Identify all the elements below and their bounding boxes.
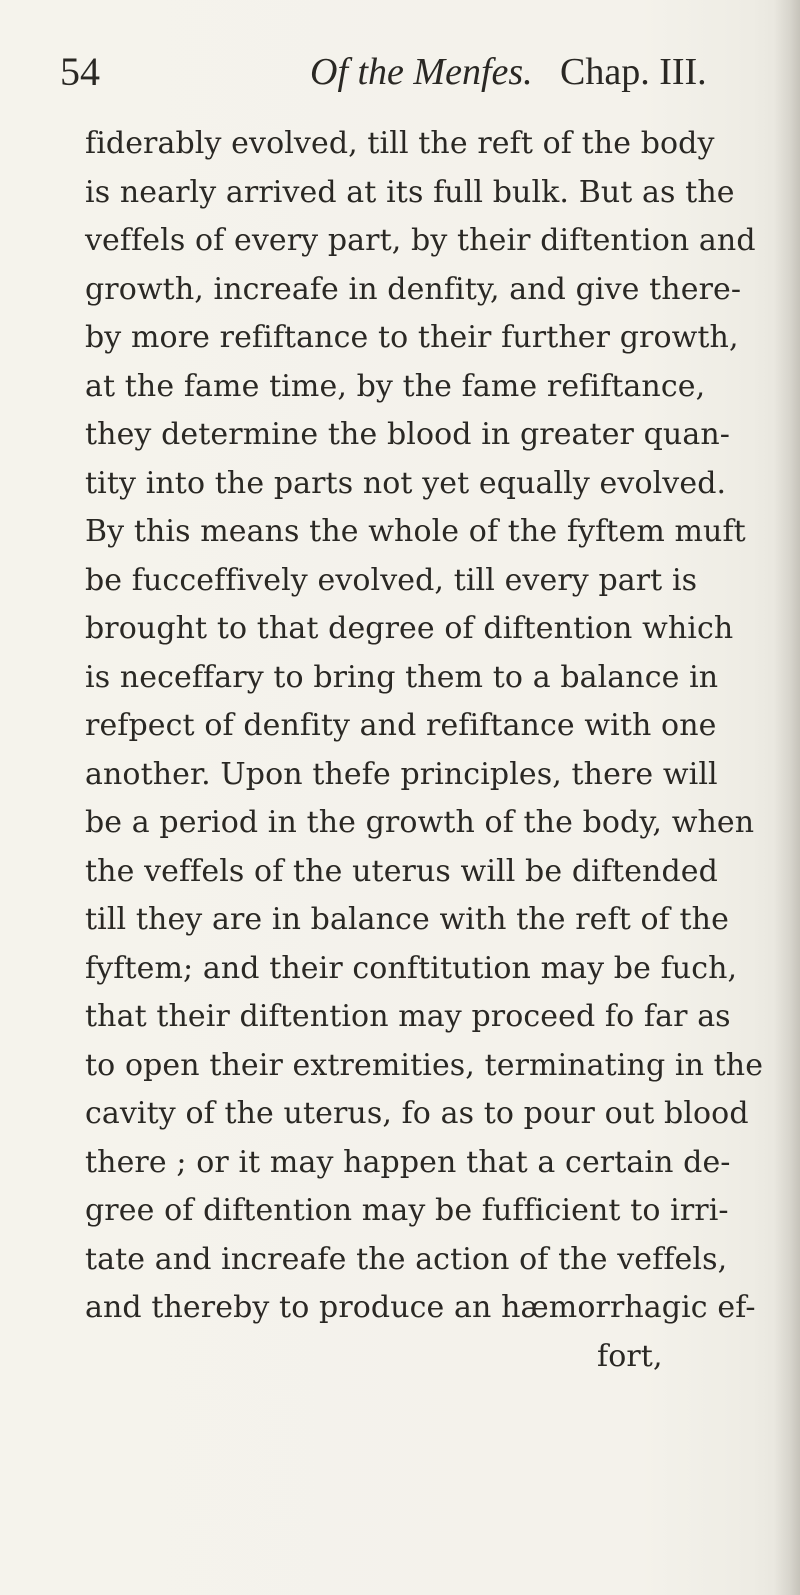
text-line: the veffels of the uterus will be diftended — [85, 853, 718, 889]
text-line: cavity of the uterus, fo as to pour out blood — [85, 1096, 749, 1131]
running-head — [60, 44, 780, 94]
page-edge-shadow — [774, 0, 800, 1595]
body-text — [85, 120, 775, 1381]
text-line: is nearly arrived at its full bulk. But as the — [85, 174, 735, 210]
text-line: fort, — [597, 1338, 663, 1374]
text-line: by more refiftance to their further growth, — [85, 320, 739, 355]
text-line: veffels of every part, by their diftention and — [85, 223, 756, 258]
text-line: till they are in balance with the reft of the — [85, 902, 729, 937]
text-line: that their diftention may proceed fo far as — [85, 999, 731, 1034]
text-line: they determine the blood in greater quan- — [85, 417, 730, 452]
text-line: is neceffary to bring them to a balance in — [85, 659, 719, 695]
running-title: Of the Menfes. — [310, 51, 533, 93]
text-line: fyftem; and their conftitution may be fuch, — [85, 950, 738, 986]
text-line: fiderably evolved, till the reft of the body — [85, 126, 715, 161]
text-line: be a period in the growth of the body, when — [85, 805, 755, 840]
text-line: refpect of denfity and refiftance with one — [85, 708, 717, 743]
text-line: to open their extremities, terminating in the — [85, 1047, 764, 1083]
text-line: growth, increafe in denfity, and give there- — [85, 271, 742, 307]
text-line: be fucceffively evolved, till every part is — [85, 562, 698, 598]
text-line: gree of diftention may be fufficient to irri- — [85, 1193, 729, 1228]
page-number: 54 — [60, 49, 100, 94]
text-line: By this means the whole of the fyftem muft — [85, 514, 746, 549]
text-line: tity into the parts not yet equally evolved. — [85, 465, 727, 501]
text-line: and thereby to produce an hæmorrhagic ef- — [85, 1290, 756, 1325]
chapter-label: Chap. III. — [560, 51, 707, 93]
text-line: another. Upon thefe principles, there will — [85, 756, 718, 792]
text-line: tate and increafe the action of the veffels, — [85, 1241, 728, 1277]
text-line: at the fame time, by the fame refiftance, — [85, 368, 706, 404]
text-line: brought to that degree of diftention which — [85, 611, 734, 646]
text-line: there ; or it may happen that a certain de- — [85, 1144, 731, 1180]
